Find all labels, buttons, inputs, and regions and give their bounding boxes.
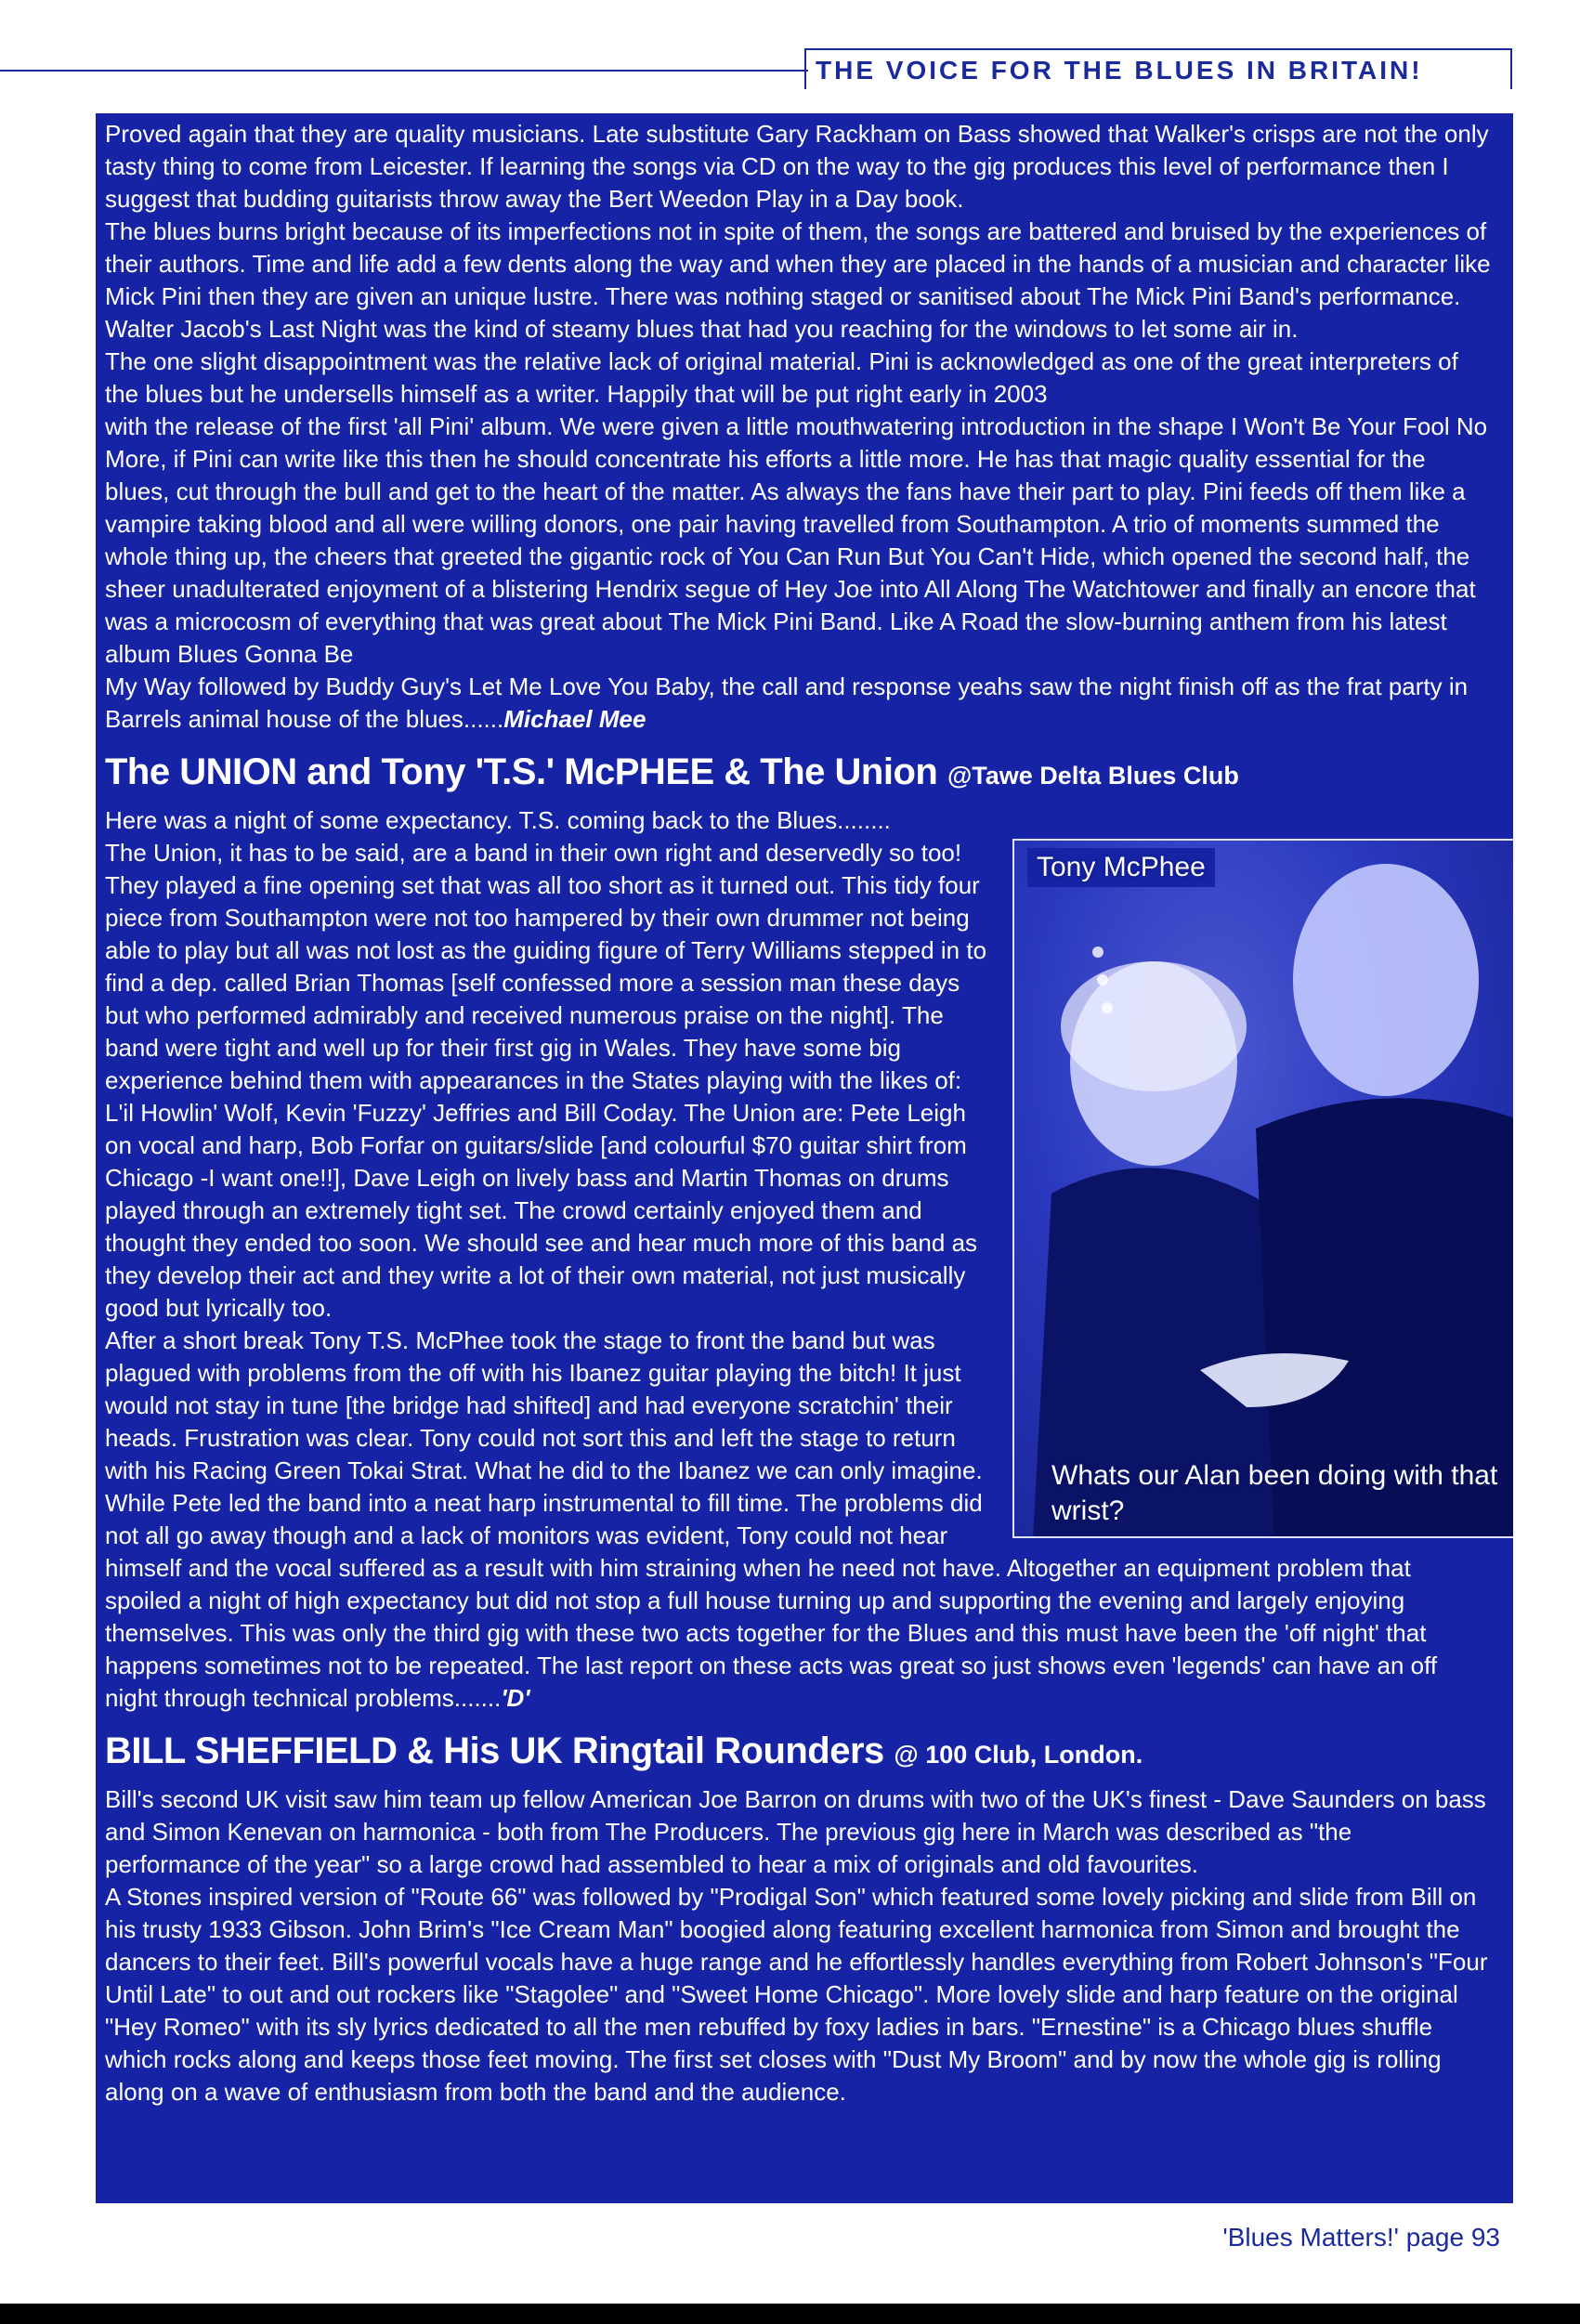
article-panel <box>96 113 1513 2203</box>
bill-sheffield-heading-title: BILL SHEFFIELD & His UK Ringtail Rounders <box>105 1730 884 1771</box>
footer-publication-name: 'Blues Matters!' <box>1222 2223 1399 2252</box>
mick-pini-paragraph-5 <box>105 671 1513 736</box>
author-signature-michael-mee: Michael Mee <box>503 705 646 733</box>
bill-sheffield-paragraph-1: Bill's second UK visit saw him team up fellow American Joe Barron on drums with two of the UK's finest - Dave Saunders on bass and Simon Kenevan on harmonica - both from The Producers. The previous gig here in March was described as "the performance of the year" so a large crowd had assembled to hear a mix of originals and old favourites. <box>105 1785 1486 1878</box>
masthead-tagline: THE VOICE FOR THE BLUES IN BRITAIN! <box>804 48 1512 89</box>
union-closing-text: After a short break Tony T.S. McPhee took the stage to front the band but was plagued with problems from the off with his Ibanez guitar playing the bitch! It just would not stay in tune [the bridge had shifted] and had everyone scratchin' their heads. Frustration was clear. Tony could not sort this and left the stage to return with his Racing Green Tokai Strat. What he did to the Ibanez we can only imagine. While Pete led the band into a neat harp instrumental to fill time. The problems did not all go away though and a lack of monitors was evident, Tony could not hear himself and the vocal suffered as a result with him straining when he need not have. Altogether an equipment problem that spoiled a night of high expectancy but did not stop a full house turning up and supporting the evening and largely enjoying themselves. This was only the third gig with these two acts together for the Blues and this must have been the 'off night' that happens sometimes not to be repeated. The last report on these acts was great so just shows even 'legends' can have an off night through technical problems....... <box>105 1326 1438 1712</box>
union-article-heading <box>105 749 1513 799</box>
header-rule <box>0 70 808 72</box>
union-paragraph-1: Here was a night of some expectancy. T.S. coming back to the Blues........ <box>105 806 891 834</box>
mick-pini-closing-text: My Way followed by Buddy Guy's Let Me Love You Baby, the call and response yeahs saw the night finish off as the frat party in Barrels animal house of the blues...... <box>105 672 1469 733</box>
union-paragraph-2: The Union, it has to be said, are a band in their own right and deservedly so too! They played a fine opening set that was all too short as it turned out. This tidy four piece from Southampton were not too hampered by their own drummer not being able to play but all was not lost as the guiding figure of Terry Williams stepped in to find a dep. called Brian Thomas [self confessed more a session man these days but who performed admirably and received numerous praise on the night]. The band were tight and well up for their first gig in Wales. They have some big experience behind them with appearances in the States playing with the likes of: L'il Howlin' Wolf, Kevin 'Fuzzy' Jeffries and Bill Coday. The Union are: Pete Leigh on vocal and harp, Bob Forfar on guitars/slide [and colourful $70 guitar shirt from Chicago -I want one!!], Dave Leigh on lively bass and Martin Thomas on drums played through an extremely tight set. The crowd certainly enjoyed them and thought they ended too soon. We should see and hear much more of this band as they develop their act and they write a lot of their own material, not just musically good but lyrically too. <box>105 839 987 1322</box>
footer-page-number: page 93 <box>1405 2223 1500 2252</box>
scan-bottom-edge <box>0 2304 1580 2324</box>
bill-sheffield-heading-venue: @ 100 Club, London. <box>894 1741 1143 1769</box>
photo-caption-tony-mcphee: Tony McPhee <box>1027 848 1215 887</box>
mick-pini-paragraph-1: Proved again that they are quality musicians. Late substitute Gary Rackham on Bass showed that Walker's crisps are not the only tasty thing to come from Leicester. If learning the songs via CD on the way to the gig produces this level of performance then I suggest that budding guitarists throw away the Bert Weedon Play in a Day book. <box>105 120 1489 213</box>
bill-sheffield-paragraph-2: A Stones inspired version of "Route 66" was followed by "Prodigal Son" which featured some lovely picking and slide from Bill on his trusty 1933 Gibson. John Brim's "Ice Cream Man" boogied along featuring excellent harmonica from Simon and brought the dancers to their feet. Bill's powerful vocals have a huge range and he effortlessly handles everything from Robert Johnson's "Four Until Late" to out and out rockers like "Stagolee" and "Sweet Home Chicago". More lovely slide and harp feature on the original "Hey Romeo" with its sly lyrics dedicated to all the men rebuffed by foxy ladies in bars. "Ernestine" is a Chicago blues shuffle which rocks along and keeps those feet moving. The first set closes with "Dust My Broom" and by now the whole gig is rolling along on a wave of enthusiasm from both the band and the audience. <box>105 1883 1488 2106</box>
mick-pini-paragraph-4: with the release of the first 'all Pini' album. We were given a little mouthwatering introduction in the shape I Won't Be Your Fool No More, if Pini can write like this then he should concentrate his efforts a little more. He has that magic quality essential for the blues, cut through the bull and get to the heart of the matter. As always the fans have their part to play. Pini feeds off them like a vampire taking blood and all were willing donors, one pair having travelled from Southampton. A trio of moments summed the whole thing up, the cheers that greeted the gigantic rock of You Can Run But You Can't Hide, which opened the second half, the sheer unadulterated enjoyment of a blistering Hendrix segue of Hey Joe into All Along The Watchtower and finally an encore that was a microcosm of everything that was great about The Mick Pini Band. Like A Road the slow-burning anthem from his latest album Blues Gonna Be <box>105 412 1488 668</box>
tony-mcphee-photo <box>1012 839 1513 1538</box>
mick-pini-paragraph-2: The blues burns bright because of its imperfections not in spite of them, the songs are battered and bruised by the experiences of their authors. Time and life add a few dents along the way and when they are placed in the hands of a musician and character like Mick Pini then they are given an unique lustre. There was nothing staged or sanitised about The Mick Pini Band's performance. Walter Jacob's Last Night was the kind of steamy blues that had you reaching for the windows to let some air in. <box>105 217 1491 343</box>
union-heading-title: The UNION and Tony 'T.S.' McPHEE & The Union <box>105 751 938 792</box>
photo-caption-wrist: Whats our Alan been doing with that wrist? <box>1051 1460 1498 1526</box>
bill-sheffield-article-heading <box>105 1728 1513 1778</box>
author-signature-d: 'D' <box>501 1684 530 1712</box>
page-footer <box>1222 2223 1500 2252</box>
mick-pini-paragraph-3: The one slight disappointment was the relative lack of original material. Pini is acknowledged as one of the great interpreters of the blues but he undersells himself as a writer. Happily that will be put right early in 2003 <box>105 347 1458 408</box>
photo-illustration <box>1014 841 1513 1538</box>
union-heading-venue: @Tawe Delta Blues Club <box>947 762 1239 790</box>
